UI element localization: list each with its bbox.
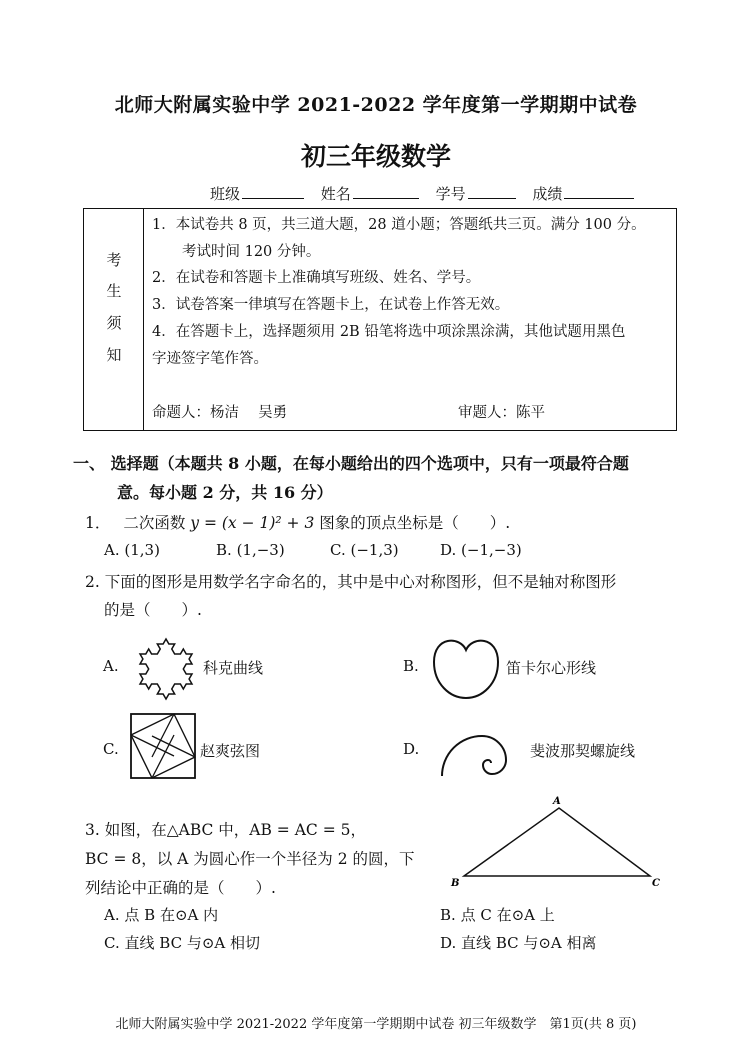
option-value: 直线 BC 与⊙A 相切: [124, 934, 260, 952]
notice-line: 3．试卷答案一律填写在答题卡上，在试卷上作答无效。: [152, 297, 510, 313]
notice-line: 字迹签字笔作答。: [152, 351, 268, 367]
student-id-blank[interactable]: [468, 184, 516, 199]
section-heading-line: 一、 选择题（本题共 8 小题，在每小题给出的四个选项中，只有一项最符合题: [73, 454, 629, 473]
option-value: 直线 BC 与⊙A 相离: [461, 934, 597, 952]
option-label: A.: [104, 906, 120, 924]
vertex-label-a: A: [553, 796, 561, 807]
q1-option-c[interactable]: [330, 541, 399, 559]
notice-heading-char: 知: [106, 346, 122, 364]
triangle-abc-figure: [448, 792, 668, 892]
option-value: (1,3): [124, 541, 160, 559]
q2-option-b-name: 笛卡尔心形线: [506, 659, 597, 677]
vertex-label-c: C: [652, 878, 660, 889]
q2-option-c-label[interactable]: C.: [103, 740, 119, 758]
cardioid-figure: [430, 632, 502, 702]
notice-heading-char: 考: [106, 251, 122, 269]
q2-option-a-name: 科克曲线: [203, 659, 264, 677]
q2-option-d-name: 斐波那契螺旋线: [530, 742, 636, 760]
question-1: [85, 511, 510, 533]
zhao-shuang-figure: [130, 713, 196, 779]
notice-line: 考试时间 120 分钟。: [182, 244, 321, 260]
option-label: C.: [330, 541, 346, 559]
q2-option-c-name: 赵爽弦图: [200, 742, 261, 760]
notice-line: 1．本试卷共 8 页，共三道大题，28 道小题；答题纸共三页。满分 100 分。: [152, 217, 646, 233]
notice-heading: [84, 209, 144, 430]
name-label: 姓名: [320, 185, 351, 203]
q1-option-a[interactable]: [104, 541, 160, 559]
page-footer: 北师大附属实验中学 2021-2022 学年度第一学期期中试卷 初三年级数学 第1页(共 8 页): [115, 1017, 637, 1032]
q2-option-b-label[interactable]: B.: [403, 657, 419, 675]
option-label: D.: [440, 541, 457, 559]
notice-line: 2．在试卷和答题卡上准确填写班级、姓名、学号。: [152, 270, 481, 286]
student-info-fields: [210, 183, 646, 204]
q3-option-d[interactable]: [440, 932, 597, 953]
student-id-label: 学号: [435, 185, 466, 203]
section-heading-line: 意。每小题 2 分，共 16 分）: [117, 483, 333, 502]
question-2-line-2: 的是（ ）.: [104, 601, 202, 619]
q3-option-c[interactable]: [104, 932, 260, 953]
notice-heading-char: 须: [106, 314, 122, 332]
notice-author: 命题人：杨洁 吴勇: [152, 405, 288, 421]
option-value: (1,−3): [236, 541, 285, 559]
question-3-line-1: 3. 如图，在△ABC 中，AB = AC = 5，: [85, 821, 366, 839]
option-value: (−1,3): [350, 541, 399, 559]
class-label: 班级: [210, 185, 241, 203]
exam-title: 北师大附属实验中学 2021-2022 学年度第一学期期中试卷: [114, 94, 638, 116]
koch-snowflake-figure: [130, 630, 202, 702]
question-3-line-2: BC = 8，以 A 为圆心作一个半径为 2 的圆，下: [85, 850, 415, 868]
question-text: 二次函数: [123, 514, 186, 532]
option-label: D.: [440, 934, 457, 952]
option-label: C.: [104, 934, 120, 952]
q2-option-d-label[interactable]: D.: [403, 740, 420, 758]
q1-option-d[interactable]: [440, 541, 522, 559]
exam-subtitle: 初三年级数学: [300, 142, 451, 171]
question-3-line-3: 列结论中正确的是（ ）.: [85, 879, 276, 897]
triangle-abc: [464, 808, 650, 876]
notice-heading-char: 生: [106, 282, 122, 300]
option-value: 点 B 在⊙A 内: [124, 906, 219, 924]
question-2-line-1: 2. 下面的图形是用数学名字命名的，其中是中心对称图形，但不是轴对称图形: [85, 573, 617, 591]
notice-reviewer: 审题人：陈平: [458, 405, 545, 421]
vertex-label-b: B: [451, 878, 460, 889]
q1-option-b[interactable]: [216, 541, 285, 559]
q3-option-a[interactable]: [104, 904, 218, 925]
class-blank[interactable]: [242, 184, 304, 199]
option-value: (−1,−3): [461, 541, 522, 559]
fibonacci-spiral-figure: [440, 712, 526, 778]
option-label: A.: [104, 541, 120, 559]
question-text: 图象的顶点坐标是（ ）.: [319, 514, 511, 532]
question-number: 1．: [85, 514, 111, 532]
score-label: 成绩: [532, 185, 563, 203]
formula: y = (x − 1)² + 3: [190, 514, 315, 532]
name-blank[interactable]: [353, 184, 419, 199]
notice-line: 4．在答题卡上，选择题须用 2B 铅笔将选中项涂黑涂满，其他试题用黑色: [152, 324, 626, 340]
option-label: B.: [216, 541, 232, 559]
option-label: B.: [440, 906, 456, 924]
section-heading: [73, 451, 629, 503]
exam-notice-box: [83, 208, 677, 431]
q3-option-b[interactable]: [440, 904, 555, 925]
option-value: 点 C 在⊙A 上: [460, 906, 555, 924]
score-blank[interactable]: [564, 184, 634, 199]
q2-option-a-label[interactable]: A.: [103, 657, 119, 675]
